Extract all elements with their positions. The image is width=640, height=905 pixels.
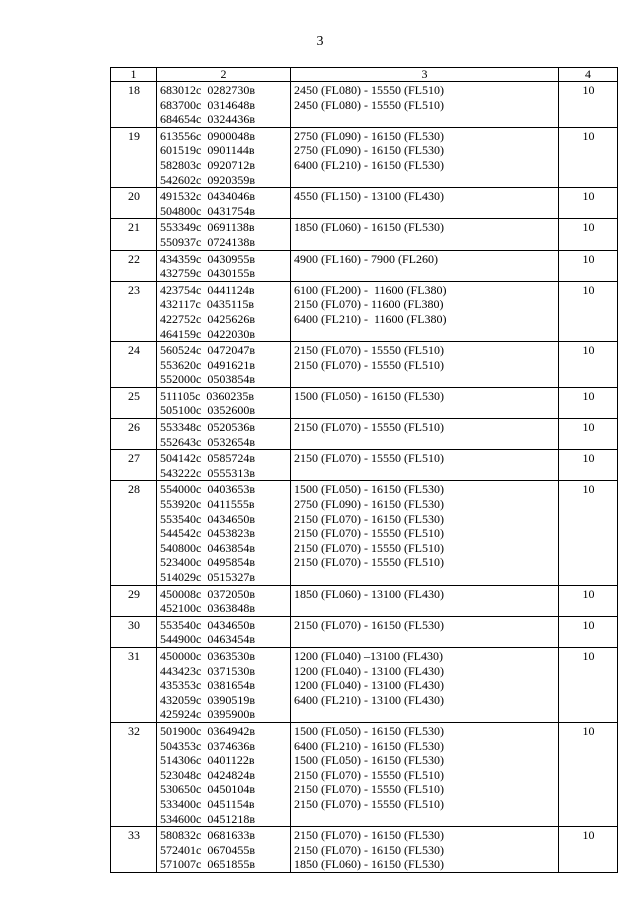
row-value: 10 bbox=[559, 585, 618, 616]
coordinates-cell bbox=[157, 616, 291, 647]
level-line: 2150 (FL070) - 15550 (FL510) bbox=[294, 451, 444, 466]
coordinates-cell bbox=[157, 281, 291, 341]
level-line: 2150 (FL070) - 16150 (FL530) bbox=[294, 511, 444, 526]
coordinate-line: 432759c 0430155в bbox=[160, 266, 255, 281]
coordinate-line: 552643c 0532654в bbox=[160, 434, 255, 449]
coordinate-line: 464159c 0422030в bbox=[160, 326, 255, 341]
coordinate-line: 553348c 0520536в bbox=[160, 420, 255, 435]
level-line: 2450 (FL080) - 15550 (FL510) bbox=[294, 83, 444, 97]
level-line: 2150 (FL070) - 15550 (FL510) bbox=[294, 420, 444, 435]
coordinates-cell bbox=[157, 387, 291, 418]
coordinate-line: 505100c 0352600в bbox=[160, 403, 255, 418]
level-line: 1500 (FL050) - 16150 (FL530) bbox=[294, 388, 444, 403]
coordinate-line: 553620c 0491621в bbox=[160, 357, 255, 372]
level-line: 2450 (FL080) - 15550 (FL510) bbox=[294, 97, 444, 112]
coordinates-cell bbox=[157, 481, 291, 585]
row-value: 10 bbox=[559, 450, 618, 481]
level-line: 6400 (FL210) - 16150 (FL530) bbox=[294, 738, 444, 753]
row-value: 10 bbox=[559, 647, 618, 722]
row-value: 10 bbox=[559, 419, 618, 450]
row-number: 27 bbox=[111, 450, 157, 481]
coordinate-line: 504800c 0431754в bbox=[160, 203, 255, 218]
coordinate-line: 572401c 0670455в bbox=[160, 842, 255, 857]
table-body bbox=[111, 82, 618, 873]
coordinate-line: 422752c 0425626в bbox=[160, 311, 255, 326]
coordinate-line: 514306c 0401122в bbox=[160, 753, 255, 768]
row-number: 23 bbox=[111, 281, 157, 341]
coordinate-line: 683700c 0314648в bbox=[160, 97, 255, 112]
coordinate-line: 550937c 0724138в bbox=[160, 234, 255, 249]
levels-cell bbox=[291, 82, 559, 128]
level-line: 2750 (FL090) - 16150 (FL530) bbox=[294, 497, 444, 512]
row-value: 10 bbox=[559, 127, 618, 187]
coordinate-line: 523400c 0495854в bbox=[160, 555, 255, 570]
row-value: 10 bbox=[559, 387, 618, 418]
row-number: 26 bbox=[111, 419, 157, 450]
coordinates-cell bbox=[157, 82, 291, 128]
coordinate-line: 540800c 0463854в bbox=[160, 540, 255, 555]
coordinate-line: 582803c 0920712в bbox=[160, 157, 255, 172]
coordinate-line: 554000c 0403653в bbox=[160, 482, 255, 497]
table-row bbox=[111, 616, 618, 647]
level-line: 2150 (FL070) - 15550 (FL510) bbox=[294, 526, 444, 541]
level-line: 1500 (FL050) - 16150 (FL530) bbox=[294, 753, 444, 768]
coordinates-cell bbox=[157, 219, 291, 250]
coordinate-line: 580832c 0681633в bbox=[160, 828, 255, 843]
row-number: 20 bbox=[111, 188, 157, 219]
row-number: 30 bbox=[111, 616, 157, 647]
table-row bbox=[111, 281, 618, 341]
coordinate-line: 491532c 0434046в bbox=[160, 189, 255, 204]
table-row bbox=[111, 82, 618, 128]
level-line: 2150 (FL070) - 16150 (FL530) bbox=[294, 828, 444, 843]
table-row bbox=[111, 387, 618, 418]
levels-cell bbox=[291, 450, 559, 481]
row-number: 18 bbox=[111, 82, 157, 128]
coordinates-cell bbox=[157, 585, 291, 616]
levels-cell bbox=[291, 419, 559, 450]
row-number: 31 bbox=[111, 647, 157, 722]
levels-cell bbox=[291, 342, 559, 388]
level-line: 2750 (FL090) - 16150 (FL530) bbox=[294, 143, 444, 158]
coordinate-line: 552000c 0503854в bbox=[160, 372, 255, 387]
table-row bbox=[111, 127, 618, 187]
level-line: 1850 (FL060) - 13100 (FL430) bbox=[294, 586, 444, 601]
row-value: 10 bbox=[559, 616, 618, 647]
level-line: 2150 (FL070) - 16150 (FL530) bbox=[294, 842, 444, 857]
table-row bbox=[111, 481, 618, 585]
level-line: 4900 (FL160) - 7900 (FL260) bbox=[294, 251, 438, 266]
coordinates-cell bbox=[157, 450, 291, 481]
airspace-table bbox=[110, 67, 618, 873]
level-line: 1200 (FL040) - 13100 (FL430) bbox=[294, 678, 444, 693]
coordinate-line: 533400c 0451154в bbox=[160, 796, 255, 811]
level-line: 2150 (FL070) - 15550 (FL510) bbox=[294, 782, 444, 797]
levels-cell bbox=[291, 281, 559, 341]
row-number: 22 bbox=[111, 250, 157, 281]
coordinate-line: 432117c 0435115в bbox=[160, 297, 255, 312]
coordinates-cell bbox=[157, 722, 291, 826]
level-line: 4550 (FL150) - 13100 (FL430) bbox=[294, 189, 444, 204]
level-line: 2150 (FL070) - 16150 (FL530) bbox=[294, 617, 444, 632]
level-line: 6100 (FL200) - 11600 (FL380) bbox=[294, 282, 447, 297]
level-line: 1850 (FL060) - 16150 (FL530) bbox=[294, 220, 444, 235]
coordinates-cell bbox=[157, 647, 291, 722]
coordinate-line: 613556c 0900048в bbox=[160, 128, 255, 143]
page-number: 3 bbox=[316, 34, 324, 49]
levels-cell bbox=[291, 387, 559, 418]
table-row bbox=[111, 419, 618, 450]
table-row bbox=[111, 342, 618, 388]
coordinate-line: 683012c 0282730в bbox=[160, 83, 255, 97]
level-line: 2150 (FL070) - 15550 (FL510) bbox=[294, 357, 444, 372]
level-line: 2150 (FL070) - 15550 (FL510) bbox=[294, 767, 444, 782]
row-number: 19 bbox=[111, 127, 157, 187]
coordinate-line: 530650c 0450104в bbox=[160, 782, 255, 797]
row-number: 33 bbox=[111, 827, 157, 873]
level-line: 2150 (FL070) - 15550 (FL510) bbox=[294, 555, 444, 570]
coordinate-line: 504142c 0585724в bbox=[160, 451, 255, 466]
row-value: 10 bbox=[559, 188, 618, 219]
coordinate-line: 601519c 0901144в bbox=[160, 143, 255, 158]
levels-cell bbox=[291, 722, 559, 826]
row-value: 10 bbox=[559, 82, 618, 128]
row-value: 10 bbox=[559, 281, 618, 341]
row-value: 10 bbox=[559, 219, 618, 250]
coordinate-line: 434359c 0430955в bbox=[160, 251, 255, 266]
level-line: 1500 (FL050) - 16150 (FL530) bbox=[294, 482, 444, 497]
level-line: 1200 (FL040) –13100 (FL430) bbox=[294, 648, 443, 663]
row-number: 24 bbox=[111, 342, 157, 388]
table-row bbox=[111, 647, 618, 722]
coordinate-line: 553540c 0434650в bbox=[160, 617, 255, 632]
level-line: 6400 (FL210) - 13100 (FL430) bbox=[294, 692, 444, 707]
coordinates-cell bbox=[157, 188, 291, 219]
header-col-2: 2 bbox=[157, 68, 291, 82]
levels-cell bbox=[291, 127, 559, 187]
table-row bbox=[111, 250, 618, 281]
coordinate-line: 511105c 0360235в bbox=[160, 388, 255, 403]
row-number: 21 bbox=[111, 219, 157, 250]
coordinate-line: 450008c 0372050в bbox=[160, 586, 255, 601]
coordinate-line: 553920c 0411555в bbox=[160, 497, 255, 512]
row-value: 10 bbox=[559, 827, 618, 873]
coordinate-line: 544542c 0453823в bbox=[160, 526, 255, 541]
coordinate-line: 553540c 0434650в bbox=[160, 511, 255, 526]
coordinates-cell bbox=[157, 419, 291, 450]
coordinate-line: 560524c 0472047в bbox=[160, 343, 255, 358]
coordinate-line: 553349c 0691138в bbox=[160, 220, 255, 235]
coordinate-line: 452100c 0363848в bbox=[160, 601, 255, 616]
coordinate-line: 684654c 0324436в bbox=[160, 112, 255, 127]
levels-cell bbox=[291, 250, 559, 281]
table-row bbox=[111, 188, 618, 219]
row-number: 29 bbox=[111, 585, 157, 616]
header-col-4: 4 bbox=[559, 68, 618, 82]
level-line: 2150 (FL070) - 15550 (FL510) bbox=[294, 540, 444, 555]
table-row bbox=[111, 450, 618, 481]
row-number: 28 bbox=[111, 481, 157, 585]
coordinate-line: 542602c 0920359в bbox=[160, 172, 255, 187]
levels-cell bbox=[291, 188, 559, 219]
coordinates-cell bbox=[157, 827, 291, 873]
row-number: 25 bbox=[111, 387, 157, 418]
level-line: 1850 (FL060) - 16150 (FL530) bbox=[294, 857, 444, 872]
table-row bbox=[111, 827, 618, 873]
level-line: 2150 (FL070) - 11600 (FL380) bbox=[294, 297, 444, 312]
levels-cell bbox=[291, 585, 559, 616]
levels-cell bbox=[291, 219, 559, 250]
row-value: 10 bbox=[559, 481, 618, 585]
header-col-3: 3 bbox=[291, 68, 559, 82]
row-value: 10 bbox=[559, 722, 618, 826]
coordinate-line: 571007c 0651855в bbox=[160, 857, 255, 872]
coordinates-cell bbox=[157, 342, 291, 388]
coordinate-line: 432059c 0390519в bbox=[160, 692, 255, 707]
coordinate-line: 423754c 0441124в bbox=[160, 282, 255, 297]
header-col-1: 1 bbox=[111, 68, 157, 82]
coordinates-cell bbox=[157, 127, 291, 187]
level-line: 2750 (FL090) - 16150 (FL530) bbox=[294, 128, 444, 143]
row-value: 10 bbox=[559, 250, 618, 281]
table-row bbox=[111, 722, 618, 826]
coordinate-line: 435353c 0381654в bbox=[160, 678, 255, 693]
row-value: 10 bbox=[559, 342, 618, 388]
levels-cell bbox=[291, 616, 559, 647]
level-line: 1200 (FL040) - 13100 (FL430) bbox=[294, 663, 444, 678]
coordinate-line: 450000c 0363530в bbox=[160, 648, 255, 663]
header-row bbox=[111, 68, 618, 82]
row-number: 32 bbox=[111, 722, 157, 826]
levels-cell bbox=[291, 827, 559, 873]
coordinate-line: 543222c 0555313в bbox=[160, 465, 255, 480]
level-line: 1500 (FL050) - 16150 (FL530) bbox=[294, 723, 444, 738]
levels-cell bbox=[291, 647, 559, 722]
level-line: 6400 (FL210) - 11600 (FL380) bbox=[294, 311, 447, 326]
coordinate-line: 514029c 0515327в bbox=[160, 570, 255, 584]
coordinate-line: 501900c 0364942в bbox=[160, 723, 255, 738]
coordinate-line: 504353c 0374636в bbox=[160, 738, 255, 753]
coordinate-line: 443423c 0371530в bbox=[160, 663, 255, 678]
table-row bbox=[111, 219, 618, 250]
levels-cell bbox=[291, 481, 559, 585]
table-row bbox=[111, 585, 618, 616]
level-line: 2150 (FL070) - 15550 (FL510) bbox=[294, 343, 444, 358]
level-line: 2150 (FL070) - 15550 (FL510) bbox=[294, 796, 444, 811]
level-line: 6400 (FL210) - 16150 (FL530) bbox=[294, 157, 444, 172]
coordinate-line: 534600c 0451218в bbox=[160, 811, 255, 826]
coordinates-cell bbox=[157, 250, 291, 281]
coordinate-line: 425924c 0395900в bbox=[160, 707, 255, 722]
coordinate-line: 523048c 0424824в bbox=[160, 767, 255, 782]
coordinate-line: 544900c 0463454в bbox=[160, 632, 255, 647]
